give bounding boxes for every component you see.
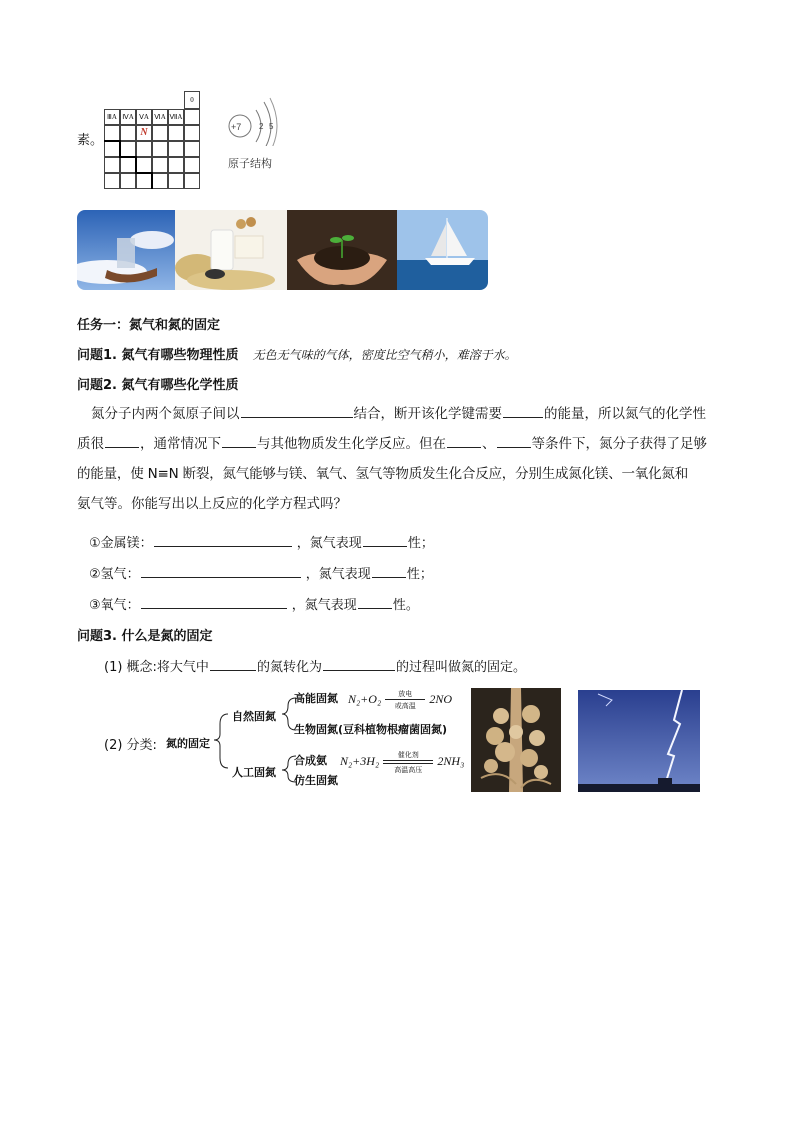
- equation-blank[interactable]: [154, 532, 292, 547]
- reaction-item-o2: [89, 594, 419, 613]
- lightning-photo: [578, 690, 700, 792]
- property-blank[interactable]: [372, 563, 406, 578]
- eq2-condition-bottom: 高温高压: [394, 765, 423, 774]
- staircase-line: [119, 156, 136, 158]
- eq2-reactants: N₂+3H₂: [340, 754, 380, 768]
- nitrogen-cell: N: [136, 125, 152, 141]
- staircase-line: [104, 140, 120, 142]
- task1-title: 任务一：氮气和氮的固定: [77, 318, 221, 333]
- artificial-fixation: 人工固氮: [232, 766, 276, 779]
- text: (1) 概念:将大气中: [104, 660, 209, 675]
- natural-fixation: 自然固氮: [232, 710, 276, 723]
- text: ，通常情况下: [140, 436, 221, 452]
- staircase-line: [119, 140, 121, 157]
- lead-char: 素。: [77, 133, 104, 148]
- group-zero-cell: 0: [184, 91, 200, 109]
- reaction-item-h2: [89, 563, 433, 582]
- q2-line-4: 氨气等。你能写出以上反应的化学方程式吗？: [77, 496, 347, 512]
- soybean-food-photo: [175, 210, 287, 290]
- shell-2-count: 5: [269, 122, 274, 131]
- table-cell: [168, 157, 184, 173]
- fill-blank[interactable]: [105, 433, 139, 448]
- table-cell: [152, 141, 168, 157]
- eq2-arrow-line-reverse: [383, 763, 433, 764]
- q1-label: 问题1. 氮气有哪些物理性质: [77, 348, 239, 363]
- biological-fixation: 生物固氮(豆科植物根瘤菌固氮): [294, 723, 448, 736]
- table-cell: [120, 157, 136, 173]
- group-header: ⅣA: [120, 109, 136, 125]
- table-cell: [120, 125, 136, 141]
- table-cell: [120, 173, 136, 189]
- fill-blank[interactable]: [323, 656, 395, 671]
- bionic-fixation: 仿生固氮: [294, 774, 338, 787]
- fill-blank[interactable]: [497, 433, 531, 448]
- eq2-arrow: [383, 750, 433, 774]
- equation-blank[interactable]: [141, 563, 301, 578]
- fixation-root: 氮的固定: [166, 737, 210, 750]
- table-cell: [184, 125, 200, 141]
- table-cell: [104, 157, 120, 173]
- property-blank[interactable]: [363, 532, 407, 547]
- q3-label: 问题3. 什么是氮的固定: [77, 629, 213, 644]
- eq1-condition-top: 放电: [398, 689, 413, 698]
- group-header: ⅥA: [152, 109, 168, 125]
- staircase-line: [135, 156, 137, 173]
- item-end: 性；: [406, 567, 433, 582]
- group-header: ⅤA: [136, 109, 152, 125]
- q2-paragraph: [77, 399, 717, 519]
- table-cell: [104, 173, 120, 189]
- table-cell: [152, 157, 168, 173]
- text: 、: [482, 436, 496, 452]
- table-cell: [136, 157, 152, 173]
- table-cell: [168, 141, 184, 157]
- text: 与其他物质发生化学反应。但在: [257, 436, 446, 452]
- eq1-condition-bottom: 或高温: [394, 701, 416, 710]
- fill-blank[interactable]: [447, 433, 481, 448]
- table-cell: [184, 157, 200, 173]
- q2-label: 问题2. 氮气有哪些化学性质: [77, 378, 239, 393]
- eq2-condition-top: 催化剂: [397, 750, 419, 759]
- q2-line-3: 的能量，使 N≡N 断裂，氮气能够与镁、氧气、氢气等物质发生化合反应，分别生成氮化镁、一氧化氮和: [77, 466, 688, 482]
- reaction-item-mg: [89, 532, 434, 551]
- table-cell: [168, 125, 184, 141]
- staircase-line: [135, 172, 152, 174]
- text: 的过程叫做氮的固定。: [395, 660, 526, 675]
- soil-seedling-photo: [287, 210, 397, 290]
- group-header: ⅦA: [168, 109, 184, 125]
- eq1-arrow: [385, 689, 425, 710]
- table-cell: [136, 173, 152, 189]
- item-mid: ，氮气表现: [296, 536, 362, 551]
- property-blank[interactable]: [358, 594, 392, 609]
- text: 的能量，所以氮气的化学性: [544, 406, 706, 422]
- q1-handwritten-answer: 无色无气味的气体，密度比空气稍小，难溶于水。: [252, 348, 517, 362]
- classify-label: (2) 分类:: [104, 738, 157, 753]
- sailboat-photo: [397, 210, 488, 290]
- eq1-products: 2NO: [429, 692, 453, 706]
- fill-blank[interactable]: [222, 433, 256, 448]
- table-cell: [152, 173, 168, 189]
- staircase-line: [151, 172, 153, 189]
- text: 质很: [77, 436, 104, 452]
- equation-nh3: [340, 750, 465, 774]
- nucleus-charge: +7: [231, 122, 242, 132]
- equation-no: [348, 689, 453, 710]
- text: 结合，断开该化学键需要: [353, 406, 502, 422]
- eq1-reactants: N₂+O₂: [348, 692, 382, 706]
- root-nodule-photo: [471, 688, 561, 792]
- text: 氮分子内两个氮原子间以: [91, 406, 240, 422]
- item-mid: ，氮气表现: [305, 567, 371, 582]
- q2-line-2: [77, 429, 717, 459]
- q1-row: [77, 344, 517, 363]
- synthetic-ammonia: 合成氨: [294, 754, 327, 767]
- fill-blank[interactable]: [503, 403, 543, 418]
- group-header: ⅢA: [104, 109, 120, 125]
- table-cell: [136, 141, 152, 157]
- eq2-products: 2NH₃: [437, 754, 465, 768]
- high-energy-fixation: 高能固氮: [294, 692, 338, 705]
- eq2-arrow-line-forward: [383, 760, 433, 761]
- item-label: ③氧气：: [89, 598, 140, 613]
- item-end: 性。: [392, 598, 419, 613]
- nitrogen-photo-strip: [77, 210, 488, 290]
- table-cell: [152, 125, 168, 141]
- q3-concept: [104, 656, 526, 675]
- atom-caption: 原子结构: [228, 157, 272, 170]
- text: 的氮转化为: [256, 660, 322, 675]
- fill-blank[interactable]: [241, 403, 353, 418]
- eq1-arrow-line: [385, 699, 425, 700]
- liquid-nitrogen-photo: [77, 210, 175, 290]
- fill-blank[interactable]: [210, 656, 256, 671]
- table-cell: [184, 173, 200, 189]
- item-label: ①金属镁：: [89, 536, 153, 551]
- item-mid: ，氮气表现: [291, 598, 357, 613]
- equation-blank[interactable]: [141, 594, 287, 609]
- item-label: ②氢气：: [89, 567, 140, 582]
- text: 等条件下，氮分子获得了足够: [531, 436, 707, 452]
- table-cell: [104, 125, 120, 141]
- shell-1-count: 2: [259, 122, 264, 131]
- table-cell: [168, 173, 184, 189]
- table-cell: [184, 141, 200, 157]
- atom-structure-diagram: [226, 96, 286, 146]
- q2-line-1: [77, 399, 717, 429]
- group-header-empty: [184, 109, 200, 125]
- item-end: 性；: [407, 536, 434, 551]
- table-cell: [104, 141, 120, 157]
- table-cell: [120, 141, 136, 157]
